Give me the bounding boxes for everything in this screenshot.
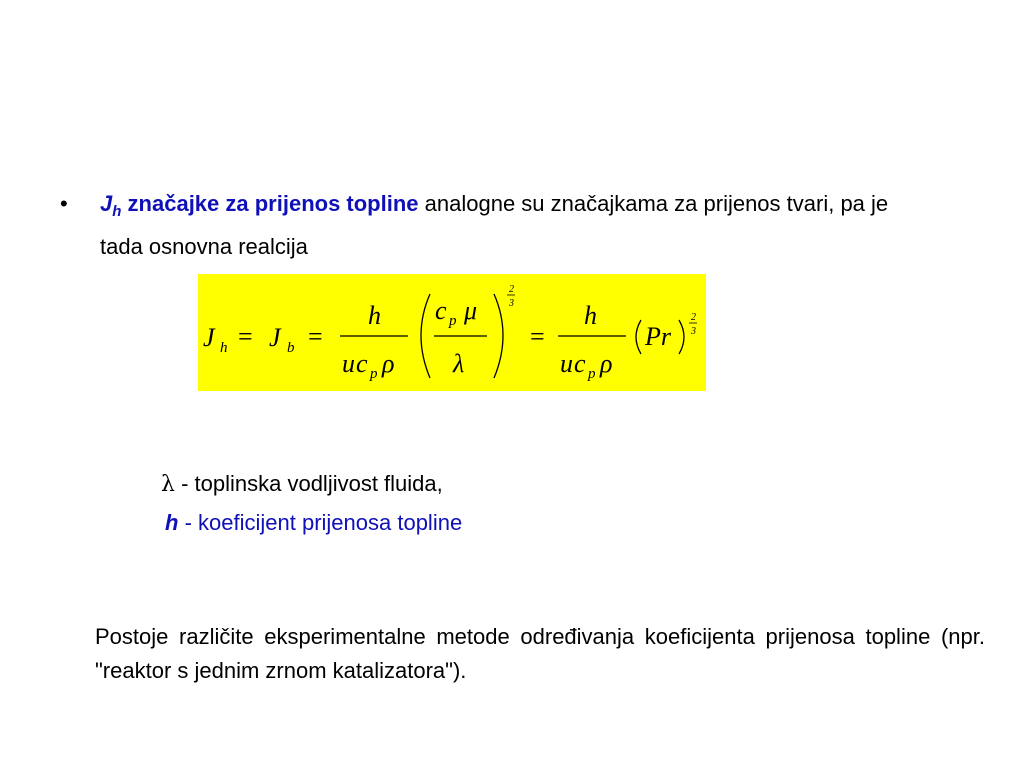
formula-c3: c [574,349,586,378]
exponent-den-1: 3 [509,298,514,309]
formula-mu: μ [464,296,478,325]
lambda-definition-text: - toplinska vodljivost fluida, [181,471,443,496]
formula-pr: Pr [645,322,671,351]
exponent-den-2: 3 [691,326,696,337]
bullet-rest-text: analogne su značajkama za prijenos tvari, pa je tada osnovna realcija [100,191,889,259]
formula-sub-p3: p [588,366,596,382]
symbol-j: J [100,191,113,216]
h-definition-text: - koeficijent prijenosa topline [184,510,463,535]
formula-j1: J [203,323,215,352]
formula-c2: c [435,296,447,325]
symbol-h-sub: h [112,203,122,220]
exponent-num-1: 2 [509,284,514,295]
formula-h1: h [368,301,381,330]
methods-paragraph: Postoje različite eksperimentalne metode određivanja koeficijenta prijenosa topline (npr. "reaktor s jednim zrnom katalizatora"). [95,624,985,683]
formula-sub-p1: p [370,366,378,382]
formula-j2: J [269,323,281,352]
formula-u1: u [342,349,355,378]
formula [198,274,706,391]
formula-u2: u [560,349,573,378]
symbol-jh [100,191,122,220]
formula-eq3: = [530,322,545,351]
exponent-num-2: 2 [691,312,696,323]
paren-right-pr [679,320,684,354]
big-paren-left [421,294,430,378]
definition-lambda [161,469,443,500]
formula-rho1: ρ [382,349,395,378]
formula-eq1: = [238,322,253,351]
formula-c1: c [356,349,368,378]
formula-lambda: λ [453,349,465,378]
formula-h2: h [584,301,597,330]
h-symbol: h [165,510,179,535]
formula-eq2: = [308,322,323,351]
bullet-marker: • [60,191,68,216]
formula-sub-b: b [287,340,295,356]
formula-rho2: ρ [600,349,613,378]
bullet-text [100,186,900,264]
lambda-symbol: λ [161,472,175,497]
formula-sub-h: h [220,340,228,356]
formula-sub-p2: p [449,313,457,329]
formula-box [198,274,706,391]
highlight-text: značajke za prijenos topline [127,191,419,216]
definition-h [165,508,462,538]
paren-left-pr [636,320,641,354]
big-paren-right [494,294,503,378]
